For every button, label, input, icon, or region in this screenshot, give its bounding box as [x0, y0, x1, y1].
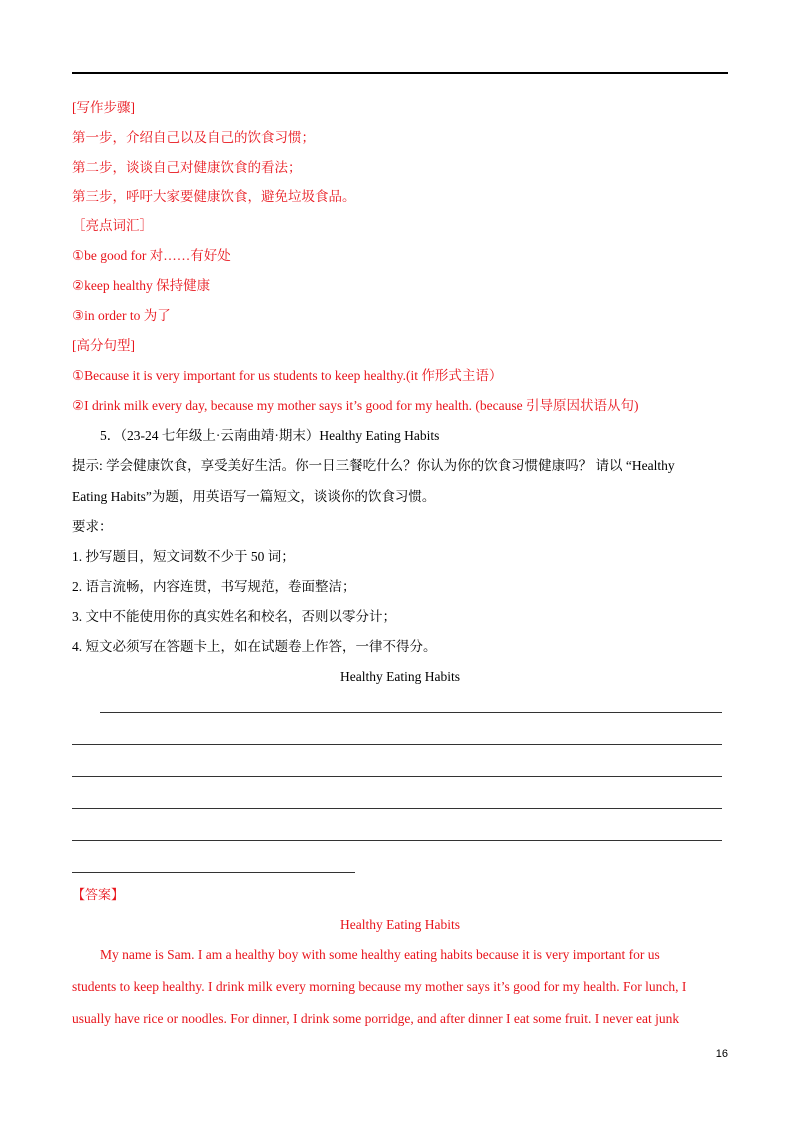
requirement-3: 3. 文中不能使用你的真实姓名和校名，否则以零分计；	[72, 609, 396, 624]
answer-line-3: usually have rice or noodles. For dinner, I drink some porridge, and after dinner I eat some fruit. I never eat junk	[72, 1011, 680, 1026]
writing-line	[100, 712, 722, 713]
writing-line	[72, 808, 722, 809]
answer-title: Healthy Eating Habits	[340, 917, 460, 932]
vocab-title: ［亮点词汇］	[72, 218, 153, 233]
question-prompt-line-2: Eating Habits”为题，用英语写一篇短文，谈谈你的饮食习惯。	[72, 489, 436, 504]
answer-label: 【答案】	[72, 888, 125, 903]
page-number: 16	[715, 1048, 728, 1060]
writing-line	[72, 744, 722, 745]
requirement-4: 4. 短文必须写在答题卡上，如在试题卷上作答，一律不得分。	[72, 639, 437, 654]
essay-title: Healthy Eating Habits	[340, 669, 460, 684]
vocab-item-2: ②keep healthy 保持健康	[72, 278, 211, 293]
writing-step-1: 第一步，介绍自己以及自己的饮食习惯；	[72, 130, 315, 145]
writing-line	[72, 872, 355, 873]
writing-steps-title: [写作步骤]	[72, 100, 135, 115]
sentence-item-1: ①Because it is very important for us students to keep healthy.(it 作形式主语）	[72, 368, 503, 383]
answer-line-1: My name is Sam. I am a healthy boy with some healthy eating habits because it is very important for us	[100, 947, 660, 962]
writing-line	[72, 840, 722, 841]
writing-step-2: 第二步，谈谈自己对健康饮食的看法；	[72, 160, 302, 175]
vocab-item-1: ①be good for 对……有好处	[72, 248, 231, 263]
question-prompt-line-1: 提示: 学会健康饮食，享受美好生活。你一日三餐吃什么？你认为你的饮食习惯健康吗？ 请以 “Healthy	[72, 458, 675, 473]
sentences-title: [高分句型]	[72, 338, 135, 353]
requirement-2: 2. 语言流畅，内容连贯，书写规范，卷面整洁；	[72, 579, 356, 594]
answer-line-2: students to keep healthy. I drink milk every morning because my mother says it’s good for my health. For lunch, I	[72, 979, 687, 994]
vocab-item-3: ③in order to 为了	[72, 308, 171, 323]
header-rule	[72, 72, 728, 74]
writing-line	[72, 776, 722, 777]
requirement-1: 1. 抄写题目，短文词数不少于 50 词；	[72, 549, 295, 564]
writing-step-3: 第三步，呼吁大家要健康饮食，避免垃圾食品。	[72, 189, 356, 204]
requirements-title: 要求：	[72, 519, 113, 534]
sentence-item-2: ②I drink milk every day, because my mother says it’s good for my health. (because 引导原因状语从句)	[72, 398, 639, 413]
question-heading: 5．（23-24 七年级上·云南曲靖·期末）Healthy Eating Habits	[100, 428, 440, 443]
